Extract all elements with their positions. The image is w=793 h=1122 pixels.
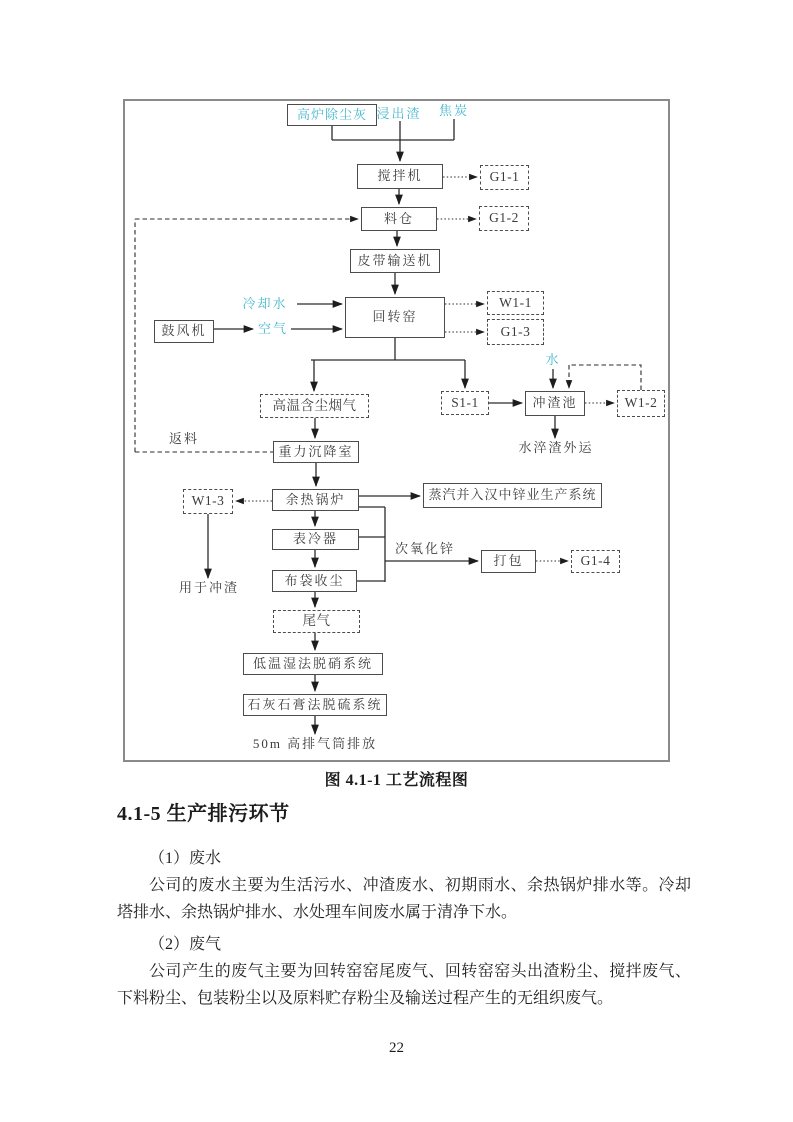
node-rotary-kiln: 回转窑	[345, 297, 445, 338]
paragraph-wastewater: 公司的废水主要为生活污水、冲渣废水、初期雨水、余热锅炉排水等。冷却塔排水、余热锅炉排水、水处理车间废水属于清净下水。	[117, 877, 691, 921]
node-steam-to-hanzhong-zinc-system: 蒸汽并入汉中锌业生产系统	[423, 483, 602, 508]
node-s1-1: S1-1	[441, 391, 489, 415]
label-leaching-residue: 浸出渣	[376, 105, 422, 121]
flow-connectors	[125, 101, 672, 764]
node-mixer: 搅拌机	[357, 164, 443, 189]
node-blast-furnace-dust: 高炉除尘灰	[287, 104, 377, 126]
node-slag-flushing-pool: 冲渣池	[525, 391, 585, 416]
node-w1-1: W1-1	[487, 291, 544, 315]
label-air: 空气	[258, 321, 289, 337]
node-g1-2: G1-2	[479, 206, 529, 231]
figure-caption: 图 4.1-1 工艺流程图	[324, 772, 469, 789]
node-silo: 料仓	[361, 207, 437, 231]
label-water: 水	[545, 352, 561, 368]
node-belt-conveyor: 皮带输送机	[350, 249, 440, 273]
node-blower: 鼓风机	[154, 320, 214, 343]
subsection-2-wastegas-title: （2）废气	[149, 936, 222, 953]
node-gravity-settling-chamber: 重力沉降室	[273, 441, 359, 463]
label-coke: 焦炭	[438, 103, 469, 119]
node-packing: 打包	[481, 550, 536, 573]
label-used-for-slag-flushing: 用于冲渣	[179, 580, 240, 596]
node-g1-3: G1-3	[487, 319, 544, 345]
page-number: 22	[389, 1040, 404, 1056]
label-cooling-water: 冷却水	[242, 296, 288, 312]
node-w1-2: W1-2	[617, 390, 665, 417]
node-limestone-gypsum-desulfurization-system: 石灰石膏法脱硫系统	[243, 694, 387, 716]
node-low-temp-wet-denitration-system: 低温湿法脱硝系统	[243, 653, 383, 675]
node-g1-1: G1-1	[480, 165, 529, 190]
node-tail-gas: 尾气	[273, 610, 360, 633]
subsection-1-wastewater-title: （1）废水	[149, 850, 222, 867]
node-high-temp-dusty-flue-gas: 高温含尘烟气	[260, 394, 369, 418]
label-water-quenched-slag-shipped-out: 水淬渣外运	[518, 440, 594, 456]
label-crude-zinc-oxide: 次氧化锌	[395, 540, 456, 556]
node-w1-3: W1-3	[183, 489, 233, 514]
label-return-material: 返料	[168, 431, 199, 447]
paragraph-wastegas: 公司产生的废气主要为回转窑窑尾废气、回转窑窑头出渣粉尘、搅拌废气、下料粉尘、包装粉尘以及原料贮存粉尘及输送过程产生的无组织废气。	[117, 963, 691, 1007]
node-surface-cooler: 表冷器	[272, 529, 359, 550]
section-heading: 4.1-5 生产排污环节	[117, 803, 290, 825]
process-flow-diagram	[123, 99, 670, 762]
node-g1-4: G1-4	[571, 550, 620, 573]
node-bag-filter: 布袋收尘	[272, 570, 357, 592]
node-waste-heat-boiler: 余热锅炉	[272, 489, 359, 511]
label-50m-stack-discharge: 50m 高排气筒排放	[252, 736, 378, 752]
